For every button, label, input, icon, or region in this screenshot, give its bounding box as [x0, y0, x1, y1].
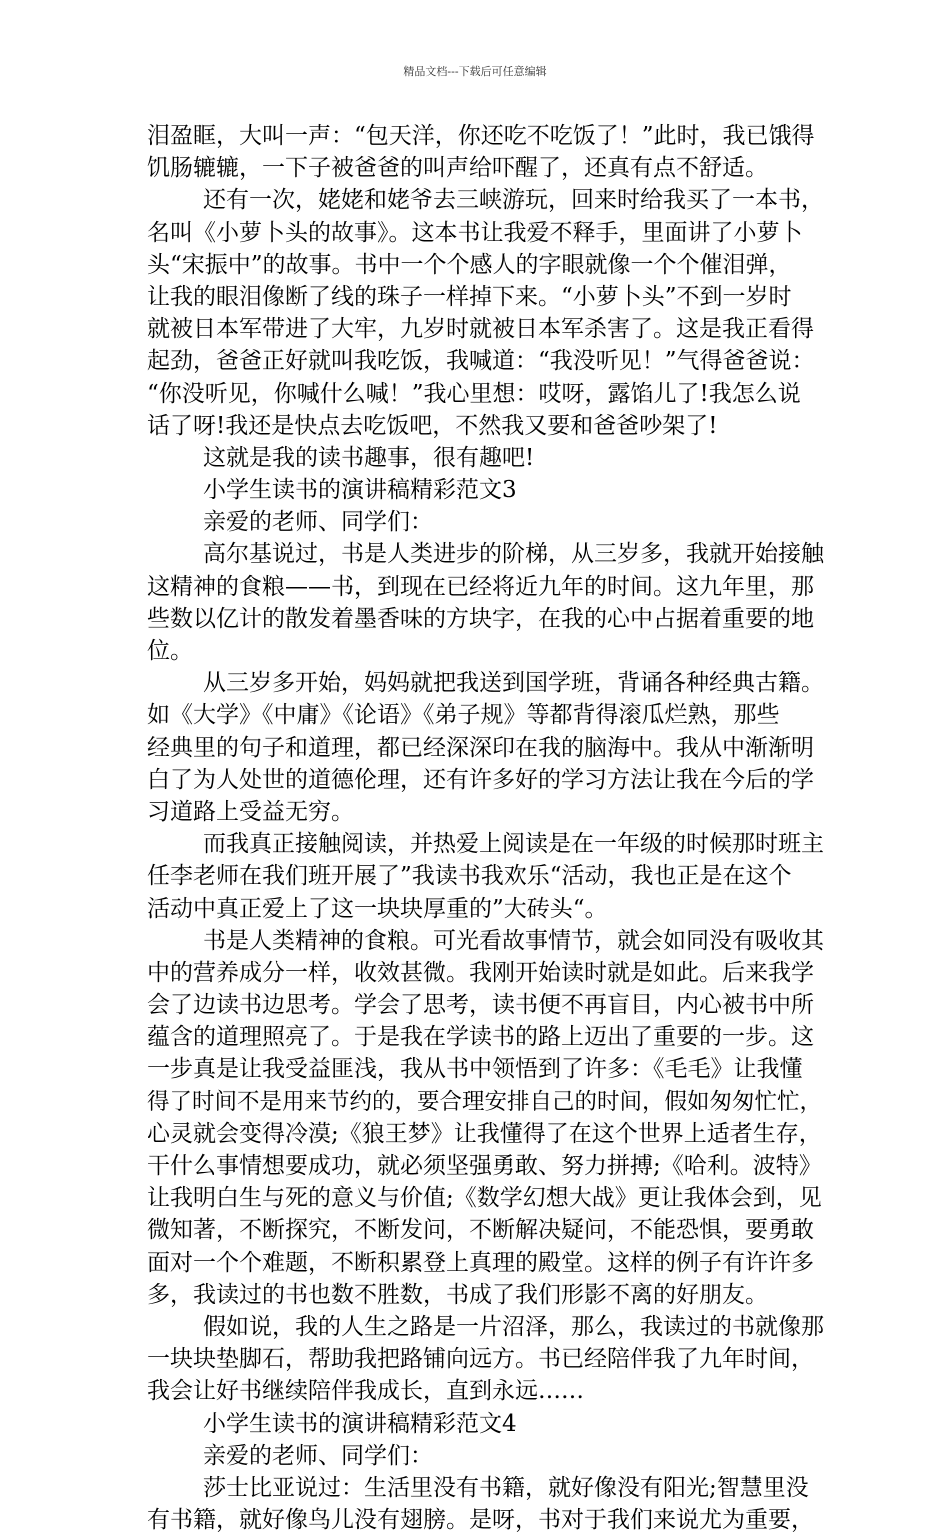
text-line: 位。: [147, 638, 193, 664]
text-line: 多，我读过的书也数不胜数，书成了我们形影不离的好朋友。: [147, 1281, 768, 1308]
text-line: 这就是我的读书趣事，很有趣吧!: [203, 444, 535, 471]
text-line: 泪盈眶，大叫一声：“包天洋，你还吃不吃饭了！”此时，我已饿得: [147, 123, 815, 149]
text-line: 莎士比亚说过：生活里没有书籍，就好像没有阳光;智慧里没: [203, 1474, 809, 1501]
text-line: 小学生读书的演讲稿精彩范文4: [203, 1410, 517, 1437]
text-line: 让我的眼泪像断了线的珠子一样掉下来。“小萝卜头”不到一岁时: [147, 283, 792, 310]
text-line: 些数以亿计的散发着墨香味的方块字，在我的心中占据着重要的地: [147, 605, 814, 632]
text-line: “你没听见，你喊什么喊！”我心里想：哎呀，露馅儿了!我怎么说: [147, 380, 801, 407]
text-line: 起劲，爸爸正好就叫我吃饭，我喊道：“我没听见！”气得爸爸说：: [147, 348, 815, 375]
text-line: 中的营养成分一样，收效甚微。我刚开始读时就是如此。后来我学: [147, 959, 814, 986]
text-line: 饥肠辘辘，一下子被爸爸的叫声给吓醒了，还真有点不舒适。: [147, 155, 768, 182]
text-line: 名叫《小萝卜头的故事》。这本书让我爱不释手，里面讲了小萝卜: [147, 219, 803, 246]
text-line: 有书籍，就好像鸟儿没有翅膀。是呀，书对于我们来说尤为重要，: [147, 1507, 814, 1534]
text-line: 这精神的食粮——书，到现在已经将近九年的时间。这九年里，那: [147, 573, 814, 600]
text-line: 书是人类精神的食粮。可光看故事情节，就会如同没有吸收其: [203, 927, 824, 954]
text-line: 微知著，不断探究，不断发问，不断解决疑问，不能恐惧，要勇敢: [147, 1217, 814, 1244]
text-line: 面对一个个难题，不断积累登上真理的殿堂。这样的例子有许许多: [147, 1249, 814, 1276]
text-line: 话了呀!我还是快点去吃饭吧，不然我又要和爸爸吵架了!: [147, 412, 718, 439]
text-line: 还有一次，姥姥和姥爷去三峡游玩，回来时给我买了一本书，: [203, 187, 824, 214]
text-line: 会了边读书边思考。学会了思考，读书便不再盲目，内心被书中所: [147, 992, 814, 1019]
text-line: 假如说，我的人生之路是一片沼泽，那么，我读过的书就像那: [203, 1313, 824, 1340]
document-body: [147, 120, 827, 1536]
text-line: 从三岁多开始，妈妈就把我送到国学班，背诵各种经典古籍。: [203, 670, 824, 697]
text-line: 我会让好书继续陪伴我成长，直到永远……: [147, 1378, 584, 1405]
text-line: 得了时间不是用来节约的，要合理安排自己的时间，假如匆匆忙忙，: [147, 1088, 823, 1115]
text-line: 经典里的句子和道理，都已经深深印在我的脑海中。我从中渐渐明: [147, 734, 814, 761]
text-line: 干什么事情想要成功，就必须坚强勇敢、努力拼搏;《哈利。波特》: [147, 1153, 822, 1179]
text-line: 高尔基说过，书是人类进步的阶梯，从三岁多，我就开始接触: [203, 541, 824, 568]
text-line: 头“宋振中”的故事。书中一个个感人的字眼就像一个个催泪弹，: [147, 251, 792, 278]
text-line: 任李老师在我们班开展了”我读书我欢乐“活动，我也正是在这个: [147, 863, 792, 890]
text-line: 小学生读书的演讲稿精彩范文3: [203, 477, 517, 504]
text-line: 活动中真正爱上了这一块块厚重的”大砖头“。: [147, 895, 608, 922]
text-line: 亲爱的老师、同学们：: [203, 509, 433, 536]
text-line: 心灵就会变得冷漠;《狼王梦》让我懂得了在这个世界上适者生存，: [147, 1120, 822, 1147]
text-line: 就被日本军带进了大牢，九岁时就被日本军杀害了。这是我正看得: [147, 316, 814, 343]
text-line: 白了为人处世的道德伦理，还有许多好的学习方法让我在今后的学: [147, 766, 814, 793]
text-line: 一步真是让我受益匪浅，我从书中领悟到了许多：《毛毛》让我懂: [147, 1056, 803, 1083]
page-header: 精品文档---下载后可任意编辑: [403, 65, 547, 78]
text-line: 习道路上受益无穷。: [147, 798, 354, 825]
text-line: 一块块垫脚石，帮助我把路铺向远方。书已经陪伴我了九年时间，: [147, 1346, 814, 1373]
text-line: 蕴含的道理照亮了。于是我在学读书的路上迈出了重要的一步。这: [147, 1024, 814, 1051]
text-line: 亲爱的老师、同学们：: [203, 1442, 433, 1469]
text-line: 而我真正接触阅读，并热爱上阅读是在一年级的时候那时班主: [203, 831, 824, 858]
text-line: 让我明白生与死的意义与价值;《数学幻想大战》更让我体会到，见: [147, 1185, 822, 1212]
text-line: 如《大学》《中庸》《论语》《弟子规》等都背得滚瓜烂熟，那些: [147, 702, 780, 729]
